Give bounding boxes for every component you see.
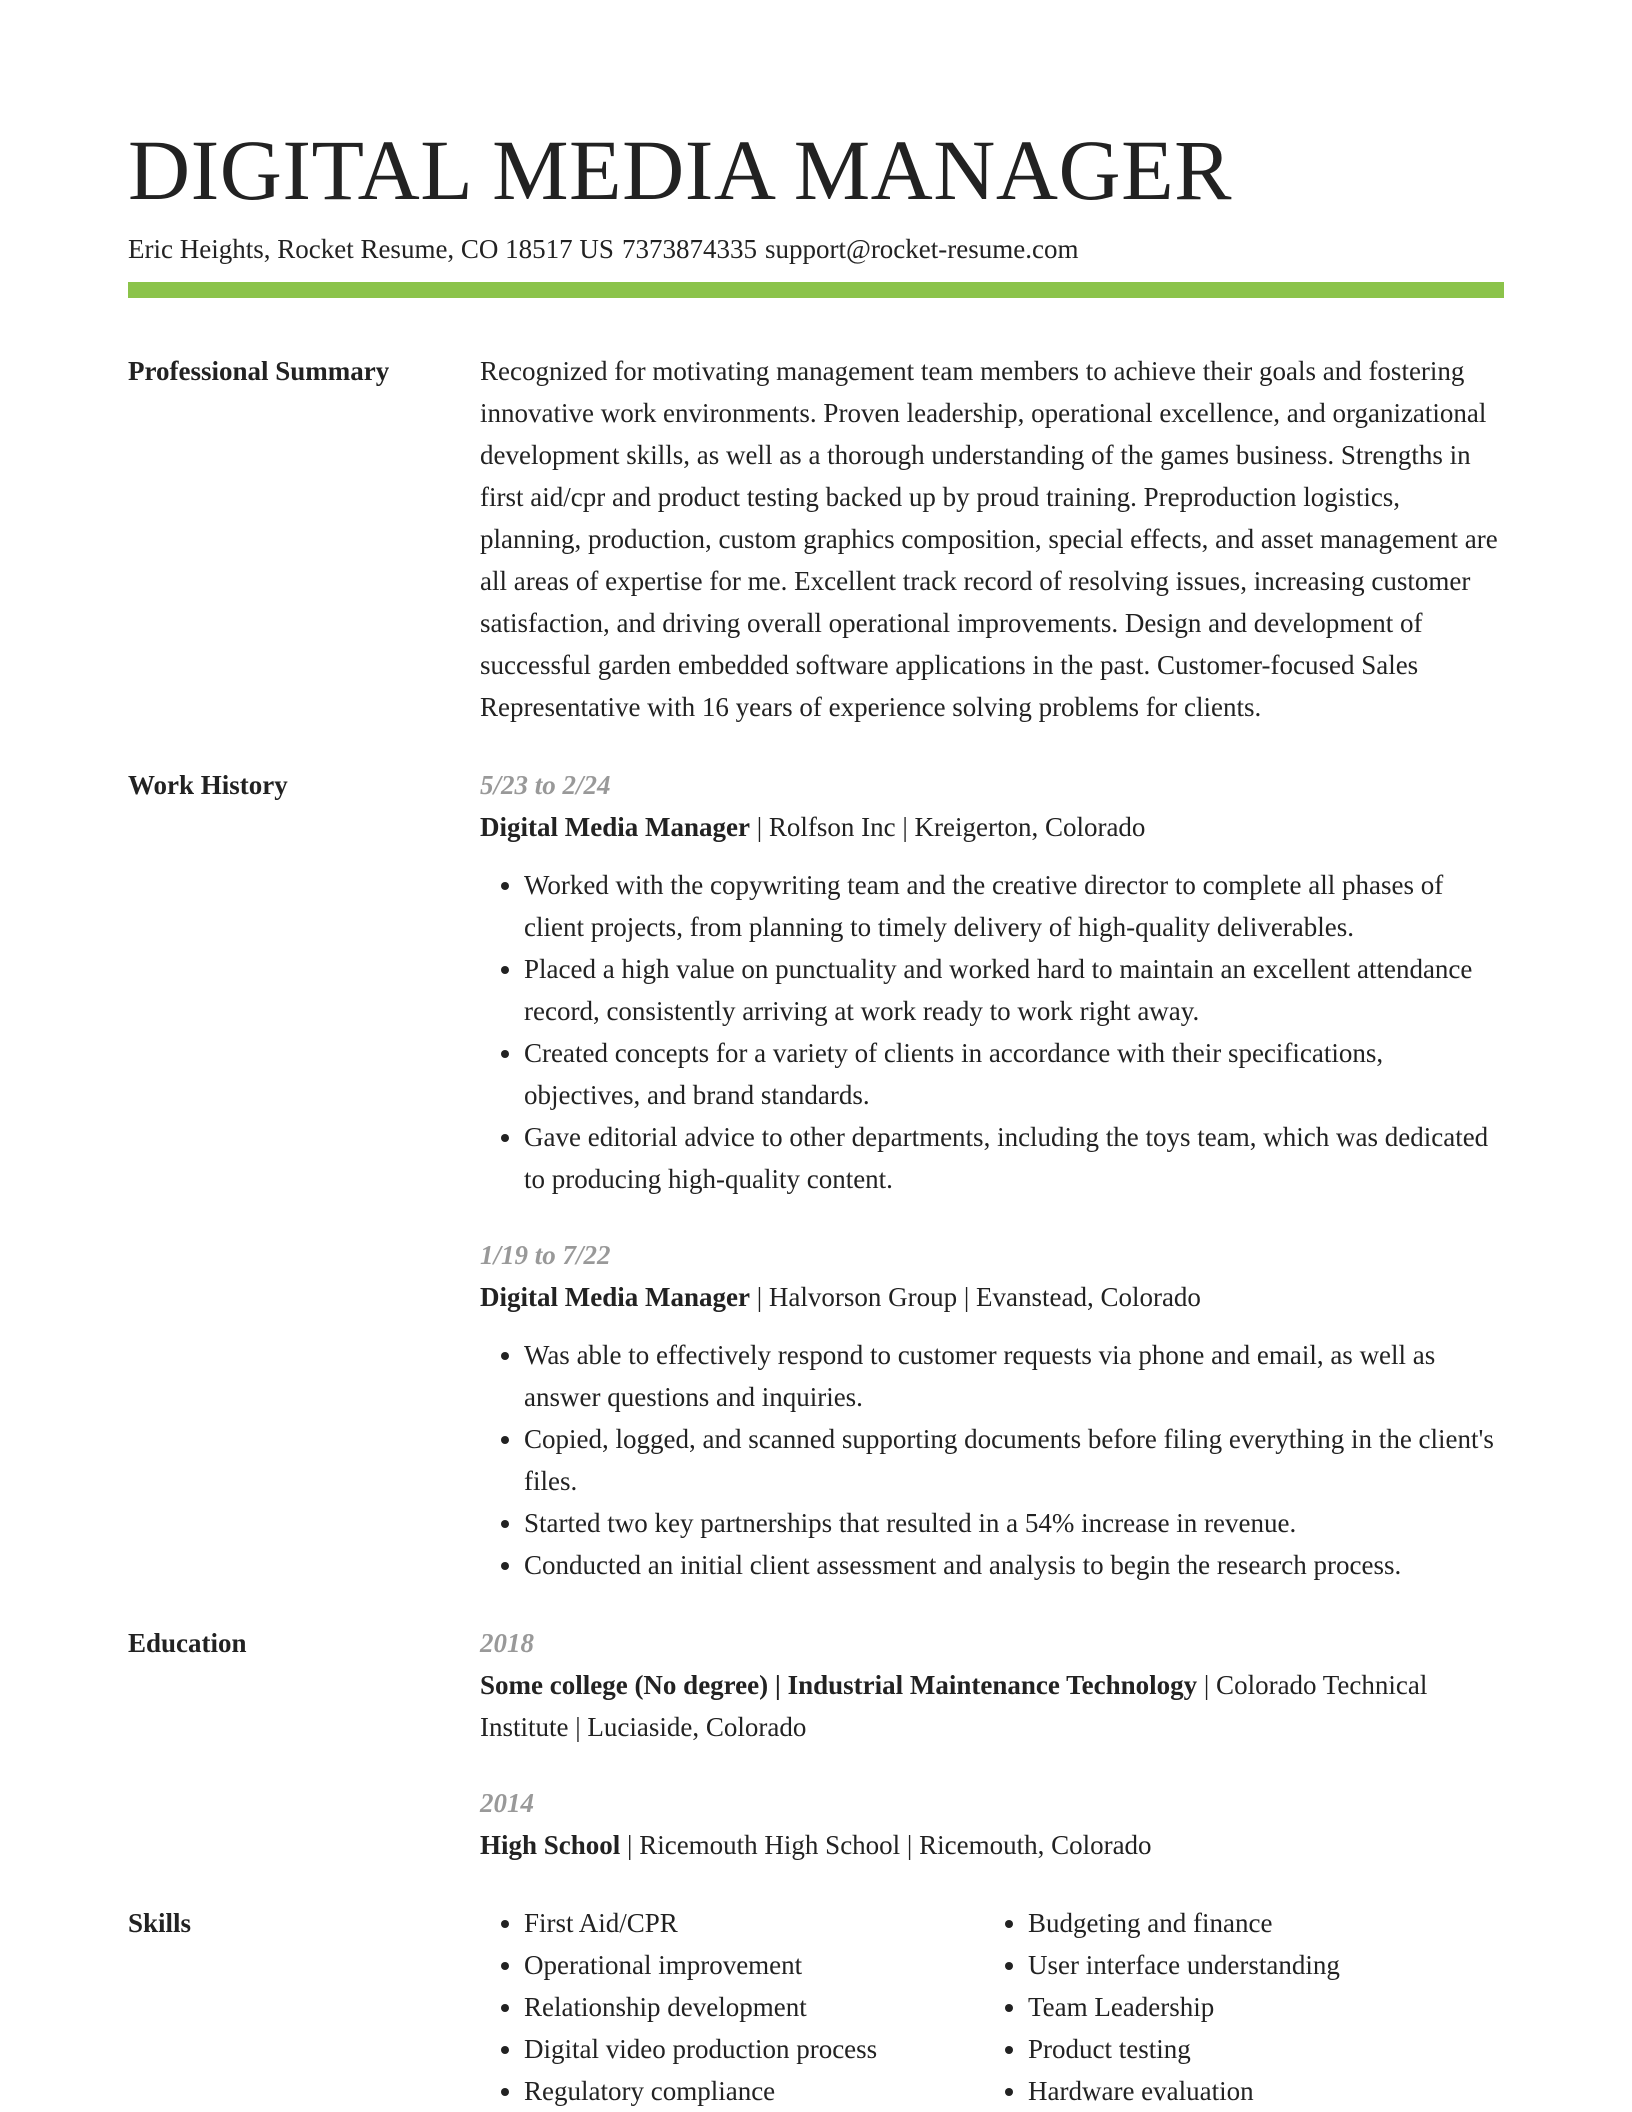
- job-details: | Halvorson Group | Evanstead, Colorado: [749, 1282, 1201, 1312]
- skills-list-right: [984, 1902, 1488, 2112]
- education-degree: High School: [480, 1830, 621, 1860]
- job-role: [480, 806, 1504, 848]
- skill-item: • Operational improvement: [524, 1944, 984, 1986]
- skill-item: • Regulatory compliance: [524, 2070, 984, 2112]
- education-degree-line: [480, 1664, 1504, 1748]
- education-degree: Some college (No degree) | Industrial Maintenance Technology: [480, 1670, 1198, 1700]
- skills-list-left: [480, 1902, 984, 2112]
- skills-label: Skills: [128, 1908, 192, 1938]
- summary-text: Recognized for motivating management team members to achieve their goals and fostering innovative work environments. Proven leadership, operational excellence, and organizational development skills, as well as a thorough understanding of the games business. Strengths in first aid/cpr and product testing backed up by proud training. Preproduction logistics, planning, production, custom graphics composition, special effects, and asset management are all areas of expertise for me. Excellent track record of resolving issues, increasing customer satisfaction, and driving overall operational improvements. Design and development of successful garden embedded software applications in the past. Customer-focused Sales Representative with 16 years of experience solving problems for clients.: [480, 356, 1498, 722]
- skill-item: • Team Leadership: [1028, 1986, 1488, 2028]
- skills-columns: [480, 1902, 1504, 2112]
- job-title: Digital Media Manager: [480, 1282, 750, 1312]
- summary-label: Professional Summary: [128, 356, 390, 386]
- job-details: | Rolfson Inc | Kreigerton, Colorado: [749, 812, 1146, 842]
- job-bullet: • Conducted an initial client assessment and analysis to begin the research process.: [524, 1544, 1504, 1586]
- contact-email: support@rocket-resume.com: [764, 234, 1079, 264]
- skill-item: • Relationship development: [524, 1986, 984, 2028]
- education-section: [128, 1622, 1504, 1866]
- education-year: 2014: [480, 1788, 534, 1818]
- header-divider: [128, 282, 1504, 298]
- job-bullet: • Created concepts for a variety of clients in accordance with their specifications, objectives, and brand standards.: [524, 1032, 1504, 1116]
- summary-section: [128, 350, 1504, 728]
- education-entry: [480, 1622, 1504, 1748]
- job-dates: 5/23 to 2/24: [480, 770, 611, 800]
- education-details: | Ricemouth High School | Ricemouth, Colorado: [620, 1830, 1152, 1860]
- contact-line: [128, 232, 1504, 266]
- skills-section: [128, 1902, 1504, 2112]
- work-history-section: [128, 764, 1504, 1586]
- education-details: | Colorado Technical Institute | Luciaside, Colorado: [480, 1670, 1428, 1742]
- education-label: Education: [128, 1628, 247, 1658]
- job-bullet: • Copied, logged, and scanned supporting documents before filing everything in the client's files.: [524, 1418, 1504, 1502]
- job-title: Digital Media Manager: [480, 812, 750, 842]
- education-year: 2018: [480, 1628, 534, 1658]
- job-bullets: [480, 864, 1504, 1200]
- skill-item: • Hardware evaluation: [1028, 2070, 1488, 2112]
- education-degree-line: [480, 1824, 1504, 1866]
- skill-item: • Budgeting and finance: [1028, 1902, 1488, 1944]
- contact-address: Eric Heights, Rocket Resume, CO 18517 US: [128, 234, 614, 264]
- skill-item: • User interface understanding: [1028, 1944, 1488, 1986]
- job-role: [480, 1276, 1504, 1318]
- job-bullets: [480, 1334, 1504, 1586]
- resume-page: [128, 0, 1504, 2112]
- skill-item: • Digital video production process: [524, 2028, 984, 2070]
- job-bullet: • Started two key partnerships that resulted in a 54% increase in revenue.: [524, 1502, 1504, 1544]
- job-bullet: • Placed a high value on punctuality and worked hard to maintain an excellent attendance record, consistently arriving at work ready to work right away.: [524, 948, 1504, 1032]
- job-bullet: • Was able to effectively respond to customer requests via phone and email, as well as answer questions and inquiries.: [524, 1334, 1504, 1418]
- job-dates: 1/19 to 7/22: [480, 1240, 611, 1270]
- job-bullet: • Gave editorial advice to other departments, including the toys team, which was dedicated to producing high-quality content.: [524, 1116, 1504, 1200]
- contact-phone: 7373874335: [621, 234, 757, 264]
- skill-item: • Product testing: [1028, 2028, 1488, 2070]
- work-history-label: Work History: [128, 770, 288, 800]
- job-bullet: • Worked with the copywriting team and the creative director to complete all phases of client projects, from planning to timely delivery of high-quality deliverables.: [524, 864, 1504, 948]
- skill-item: • First Aid/CPR: [524, 1902, 984, 1944]
- resume-title: DIGITAL MEDIA MANAGER: [128, 122, 1232, 218]
- job-entry: [480, 764, 1504, 1200]
- job-entry: [480, 1234, 1504, 1586]
- education-entry: [480, 1782, 1504, 1866]
